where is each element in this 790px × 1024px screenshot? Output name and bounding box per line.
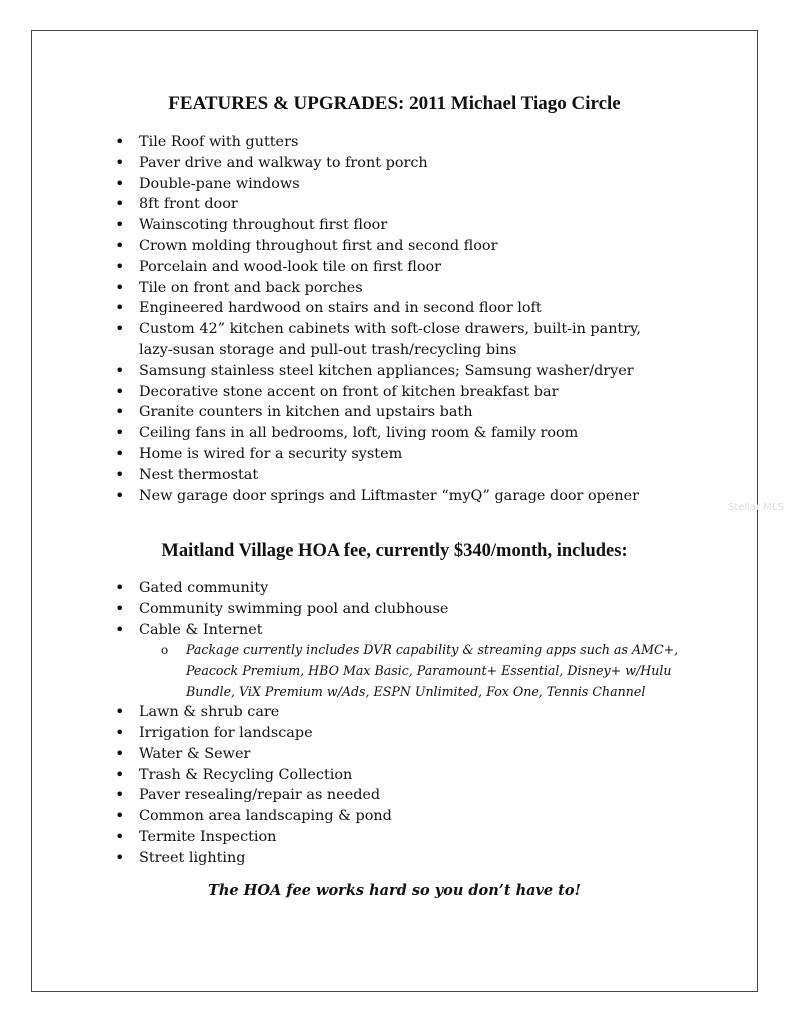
list-item: • Community swimming pool and clubhouse: [0, 599, 679, 620]
list-item: • Wainscoting throughout first floor: [0, 215, 679, 236]
list-item: • Double-pane windows: [0, 174, 679, 195]
list-item: • Street lighting: [0, 848, 679, 869]
list-item: • Irrigation for landscape: [0, 723, 679, 744]
list-item: • Samsung stainless steel kitchen appliances; Samsung washer/dryer: [0, 361, 679, 382]
list-item: • Crown molding throughout first and second floor: [0, 236, 679, 257]
list-item: • Engineered hardwood on stairs and in second floor loft: [0, 298, 679, 319]
list-item: • Ceiling fans in all bedrooms, loft, living room & family room: [0, 423, 679, 444]
list-item: • Gated community: [0, 578, 679, 599]
list-item: • Custom 42” kitchen cabinets with soft-close drawers, built-in pantry, lazy-susan storage and pull-out trash/recycling bins: [0, 319, 679, 361]
list-item: • Tile Roof with gutters: [0, 132, 679, 153]
sublist-item: o Package currently includes DVR capability & streaming apps such as AMC+, Peacock Premium, HBO Max Basic, Paramount+ Essential, Disney+ w/Hulu Bundle, ViX Premium w/Ads, ESPN Unlimited, Fox One, Tennis Channel: [186, 640, 701, 702]
list-item: • Paver drive and walkway to front porch: [0, 153, 679, 174]
list-item: • Porcelain and wood-look tile on first floor: [0, 257, 679, 278]
list-item: • 8ft front door: [0, 194, 679, 215]
list-item: • Granite counters in kitchen and upstairs bath: [0, 402, 679, 423]
list-item: • Lawn & shrub care: [0, 702, 679, 723]
list-item: • Decorative stone accent on front of kitchen breakfast bar: [0, 382, 679, 403]
features-heading: FEATURES & UPGRADES: 2011 Michael Tiago Circle: [168, 93, 621, 114]
hoa-heading: Maitland Village HOA fee, currently $340/month, includes:: [161, 541, 628, 561]
list-item: • Trash & Recycling Collection: [0, 765, 679, 786]
list-item: • Home is wired for a security system: [0, 444, 679, 465]
list-item: • New garage door springs and Liftmaster “myQ” garage door opener: [0, 486, 679, 507]
closing-tagline: The HOA fee works hard so you don’t have to!: [208, 882, 581, 899]
list-item: • Water & Sewer: [0, 744, 679, 765]
list-item: • Paver resealing/repair as needed: [0, 785, 679, 806]
cable-sublist: [139, 640, 679, 702]
features-list: [0, 132, 679, 506]
list-item: • Termite Inspection: [0, 827, 679, 848]
list-item: • Nest thermostat: [0, 465, 679, 486]
list-item: • Common area landscaping & pond: [0, 806, 679, 827]
hoa-list: [0, 578, 679, 869]
list-item-cable: [0, 620, 679, 703]
list-item: • Tile on front and back porches: [0, 278, 679, 299]
watermark: Stellar MLS: [728, 502, 784, 513]
list-item-label: Cable & Internet: [139, 621, 263, 638]
